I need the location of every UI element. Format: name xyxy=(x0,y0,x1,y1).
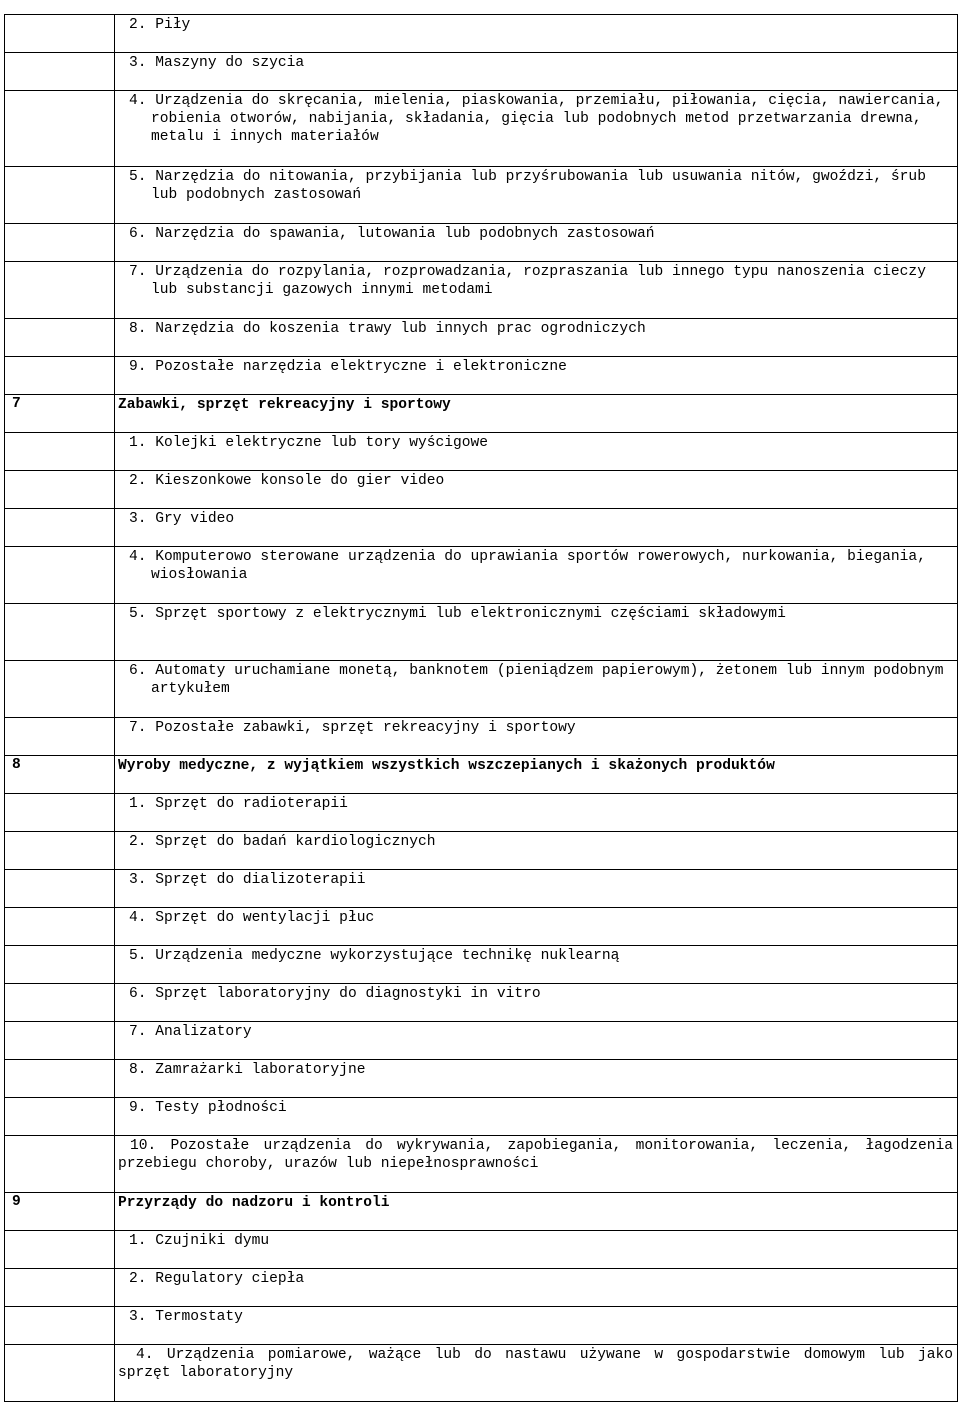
number-cell xyxy=(5,509,115,547)
table-row xyxy=(5,1098,958,1136)
table-row xyxy=(5,1345,958,1402)
item-cell xyxy=(115,1307,958,1345)
number-cell xyxy=(5,1136,115,1193)
item-cell xyxy=(115,547,958,604)
item-cell xyxy=(115,53,958,91)
table-row xyxy=(5,433,958,471)
table-row xyxy=(5,870,958,908)
item-text: 2. Regulatory ciepła xyxy=(129,1271,305,1287)
item-cell xyxy=(115,794,958,832)
item-text: 6. Narzędzia do spawania, lutowania lub podobnych zastosowań xyxy=(129,226,655,242)
table-row xyxy=(5,15,958,53)
table-row xyxy=(5,357,958,395)
table-row xyxy=(5,262,958,319)
category-title: Przyrządy do nadzoru i kontroli xyxy=(118,1195,390,1211)
item-cell xyxy=(115,357,958,395)
table-row xyxy=(5,509,958,547)
document-table xyxy=(4,14,958,1402)
item-text: 6. Sprzęt laboratoryjny do diagnostyki in vitro xyxy=(129,986,541,1002)
category-number: 9 xyxy=(5,1193,115,1231)
table-row xyxy=(5,1022,958,1060)
table-row xyxy=(5,224,958,262)
number-cell xyxy=(5,984,115,1022)
number-cell xyxy=(5,1060,115,1098)
number-cell xyxy=(5,547,115,604)
category-number: 8 xyxy=(5,756,115,794)
number-cell xyxy=(5,357,115,395)
table-row xyxy=(5,832,958,870)
item-cell xyxy=(115,984,958,1022)
number-cell xyxy=(5,718,115,756)
item-cell xyxy=(115,1231,958,1269)
category-row xyxy=(5,1193,958,1231)
item-cell xyxy=(115,604,958,661)
item-text: 7. Analizatory xyxy=(129,1024,252,1040)
table-row xyxy=(5,984,958,1022)
item-cell xyxy=(115,224,958,262)
item-cell xyxy=(115,832,958,870)
table-row xyxy=(5,604,958,661)
number-cell xyxy=(5,1098,115,1136)
item-text: 9. Pozostałe narzędzia elektryczne i elektroniczne xyxy=(129,359,567,375)
item-text: 1. Sprzęt do radioterapii xyxy=(129,796,348,812)
item-cell xyxy=(115,1269,958,1307)
item-text: 5. Urządzenia medyczne wykorzystujące technikę nuklearną xyxy=(129,948,620,964)
item-cell xyxy=(115,1136,958,1193)
item-cell xyxy=(115,167,958,224)
item-text: 3. Gry video xyxy=(129,511,235,527)
item-cell xyxy=(115,1345,958,1402)
number-cell xyxy=(5,661,115,718)
item-text: 1. Kolejki elektryczne lub tory wyścigowe xyxy=(129,435,489,451)
item-text: 9. Testy płodności xyxy=(129,1100,287,1116)
item-cell xyxy=(115,15,958,53)
number-cell xyxy=(5,1307,115,1345)
category-title-cell xyxy=(115,1193,958,1231)
category-row xyxy=(5,395,958,433)
category-title-cell xyxy=(115,395,958,433)
number-cell xyxy=(5,319,115,357)
number-cell xyxy=(5,870,115,908)
item-text: 2. Sprzęt do badań kardiologicznych xyxy=(129,834,436,850)
item-cell xyxy=(115,661,958,718)
number-cell xyxy=(5,1345,115,1402)
item-text: 10. Pozostałe urządzenia do wykrywania, zapobiegania, monitorowania, leczenia, łagodzenia przebiegu choroby, urazów lub niepełnosprawności xyxy=(118,1138,953,1172)
table-row xyxy=(5,471,958,509)
table-row xyxy=(5,1269,958,1307)
number-cell xyxy=(5,15,115,53)
item-text: 2. Piły xyxy=(129,17,191,33)
item-cell xyxy=(115,1022,958,1060)
number-cell xyxy=(5,224,115,262)
number-cell xyxy=(5,1231,115,1269)
table-row xyxy=(5,167,958,224)
item-cell xyxy=(115,946,958,984)
item-text: 6. Automaty uruchamiane monetą, banknotem (pieniądzem papierowym), żetonem lub innym podobnym artykułem xyxy=(129,663,944,697)
item-text: 3. Maszyny do szycia xyxy=(129,55,305,71)
table-row xyxy=(5,1060,958,1098)
number-cell xyxy=(5,946,115,984)
item-cell xyxy=(115,1098,958,1136)
table-row xyxy=(5,794,958,832)
number-cell xyxy=(5,433,115,471)
number-cell xyxy=(5,53,115,91)
item-cell xyxy=(115,870,958,908)
item-cell xyxy=(115,91,958,167)
table-row xyxy=(5,908,958,946)
item-cell xyxy=(115,908,958,946)
item-text: 7. Urządzenia do rozpylania, rozprowadzania, rozpraszania lub innego typu nanoszenia cieczy lub substancji gazowych innymi metodami xyxy=(129,264,926,298)
item-cell xyxy=(115,262,958,319)
number-cell xyxy=(5,908,115,946)
number-cell xyxy=(5,794,115,832)
number-cell xyxy=(5,1022,115,1060)
number-cell xyxy=(5,1269,115,1307)
number-cell xyxy=(5,832,115,870)
category-title: Wyroby medyczne, z wyjątkiem wszystkich wszczepianych i skażonych produktów xyxy=(118,758,775,774)
item-text: 8. Narzędzia do koszenia trawy lub innych prac ogrodniczych xyxy=(129,321,646,337)
number-cell xyxy=(5,471,115,509)
number-cell xyxy=(5,604,115,661)
category-number: 7 xyxy=(5,395,115,433)
category-row xyxy=(5,756,958,794)
item-cell xyxy=(115,433,958,471)
item-text: 5. Narzędzia do nitowania, przybijania lub przyśrubowania lub usuwania nitów, gwoździ, śrub lub podobnych zastosowań xyxy=(129,169,926,203)
item-text: 4. Urządzenia do skręcania, mielenia, piaskowania, przemiału, piłowania, cięcia, nawiercania, robienia otworów, nabijania, składania, gięcia lub podobnych metod przetwarzania drewna, metalu i innych materiałów xyxy=(129,93,944,145)
number-cell xyxy=(5,167,115,224)
table-row xyxy=(5,661,958,718)
category-title: Zabawki, sprzęt rekreacyjny i sportowy xyxy=(118,397,451,413)
item-cell xyxy=(115,319,958,357)
table-row xyxy=(5,319,958,357)
table-row xyxy=(5,1307,958,1345)
table-row xyxy=(5,91,958,167)
category-title-cell xyxy=(115,756,958,794)
table-row xyxy=(5,946,958,984)
item-cell xyxy=(115,471,958,509)
item-cell xyxy=(115,509,958,547)
item-text: 4. Urządzenia pomiarowe, ważące lub do nastawu używane w gospodarstwie domowym lub jako sprzęt laboratoryjny xyxy=(118,1347,953,1381)
item-text: 7. Pozostałe zabawki, sprzęt rekreacyjny i sportowy xyxy=(129,720,576,736)
item-text: 3. Termostaty xyxy=(129,1309,243,1325)
item-text: 1. Czujniki dymu xyxy=(129,1233,270,1249)
table-row xyxy=(5,547,958,604)
item-cell xyxy=(115,1060,958,1098)
number-cell xyxy=(5,262,115,319)
item-text: 4. Sprzęt do wentylacji płuc xyxy=(129,910,375,926)
table-row xyxy=(5,1136,958,1193)
table-row xyxy=(5,718,958,756)
item-cell xyxy=(115,718,958,756)
item-text: 8. Zamrażarki laboratoryjne xyxy=(129,1062,366,1078)
item-text: 3. Sprzęt do dializoterapii xyxy=(129,872,366,888)
item-text: 2. Kieszonkowe konsole do gier video xyxy=(129,473,445,489)
number-cell xyxy=(5,91,115,167)
item-text: 4. Komputerowo sterowane urządzenia do uprawiania sportów rowerowych, nurkowania, biegania, wiosłowania xyxy=(129,549,926,583)
item-text: 5. Sprzęt sportowy z elektrycznymi lub elektronicznymi częściami składowymi xyxy=(129,606,786,622)
table-row xyxy=(5,1231,958,1269)
table-row xyxy=(5,53,958,91)
table-body xyxy=(5,15,958,1402)
